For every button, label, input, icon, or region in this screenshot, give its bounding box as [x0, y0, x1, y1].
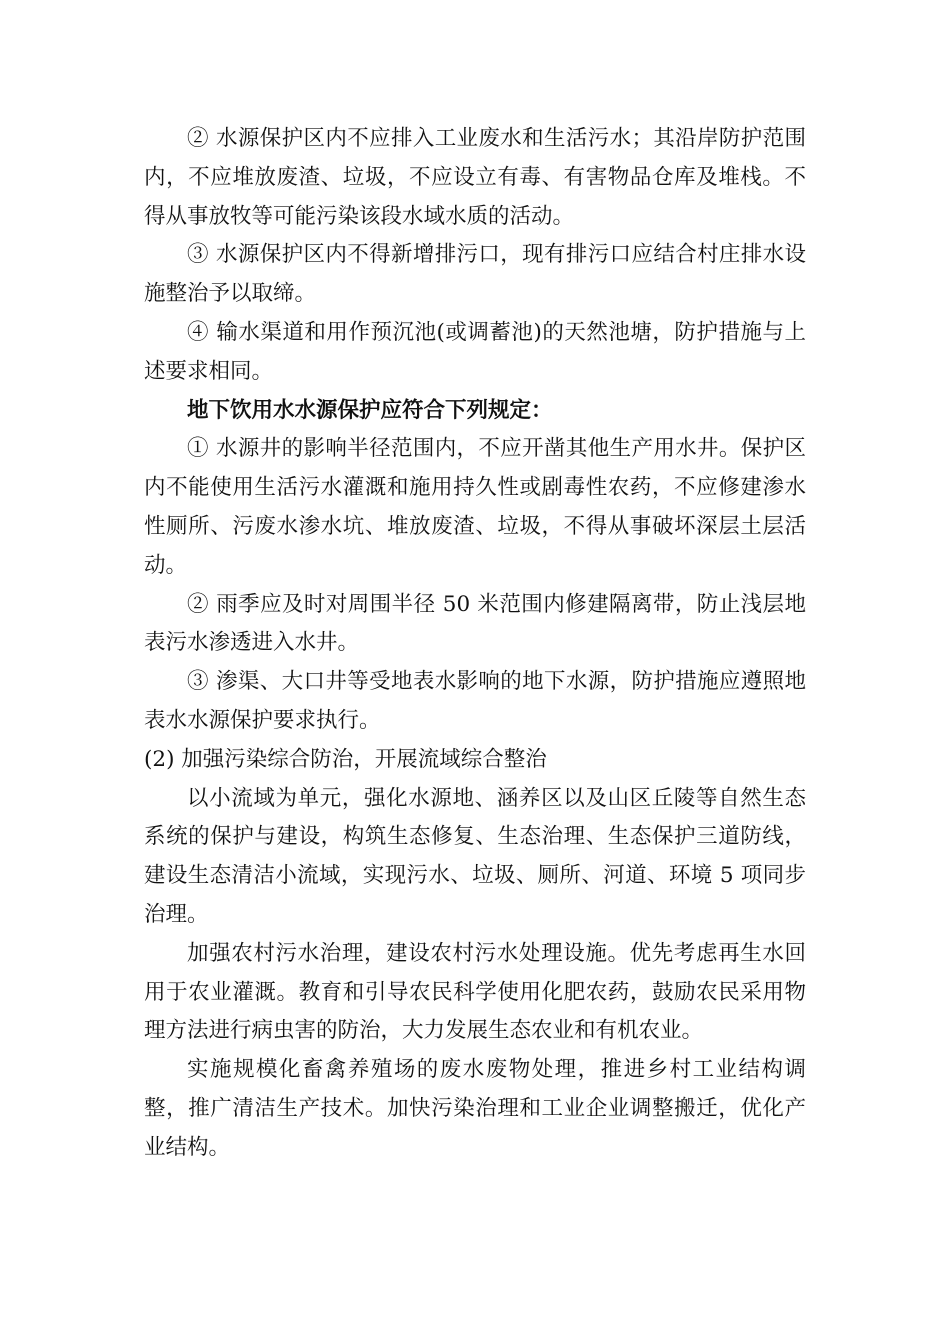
paragraph-groundwater-3: ③ 渗渠、大口井等受地表水影响的地下水源，防护措施应遵照地表水水源保护要求执行。: [144, 669, 806, 733]
paragraph-groundwater-1: ① 水源井的影响半径范围内，不应开凿其他生产用水井。保护区内不能使用生活污水灌溉和施用持久性或剧毒性农药，不应修建渗水性厕所、污废水渗水坑、堆放废渣、垃圾，不得从事破坏深层土层活动。: [144, 436, 806, 578]
paragraph-surface-protection-4: ④ 输水渠道和用作预沉池(或调蓄池)的天然池塘，防护措施与上述要求相同。: [144, 319, 806, 384]
paragraph-groundwater-2: ② 雨季应及时对周围半径 50 米范围内修建隔离带，防止浅层地表污水渗透进入水井。: [144, 591, 806, 656]
section-heading-pollution-control: (2) 加强污染综合防治，开展流域综合整治: [144, 746, 547, 772]
paragraph-watershed: 以小流域为单元，强化水源地、涵养区以及山区丘陵等自然生态系统的保护与建设，构筑生态修复、生态治理、生态保护三道防线，建设生态清洁小流域，实现污水、垃圾、厕所、河道、环境 5 项同步治理。: [144, 785, 806, 927]
section-heading-groundwater: 地下饮用水水源保护应符合下列规定：: [187, 397, 553, 423]
document-body: [144, 120, 806, 1168]
paragraph-surface-protection-3: ③ 水源保护区内不得新增排污口，现有排污口应结合村庄排水设施整治予以取缔。: [144, 242, 806, 307]
paragraph-livestock: 实施规模化畜禽养殖场的废水废物处理，推进乡村工业结构调整，推广清洁生产技术。加快污染治理和工业企业调整搬迁，优化产业结构。: [144, 1057, 806, 1160]
paragraph-rural-sewage: 加强农村污水治理，建设农村污水处理设施。优先考虑再生水回用于农业灌溉。教育和引导农民科学使用化肥农药，鼓励农民采用物理方法进行病虫害的防治，大力发展生态农业和有机农业。: [144, 940, 806, 1044]
paragraph-surface-protection-2: ② 水源保护区内不应排入工业废水和生活污水；其沿岸防护范围内，不应堆放废渣、垃圾，不应设立有毒、有害物品仓库及堆栈。不得从事放牧等可能污染该段水域水质的活动。: [144, 126, 806, 229]
